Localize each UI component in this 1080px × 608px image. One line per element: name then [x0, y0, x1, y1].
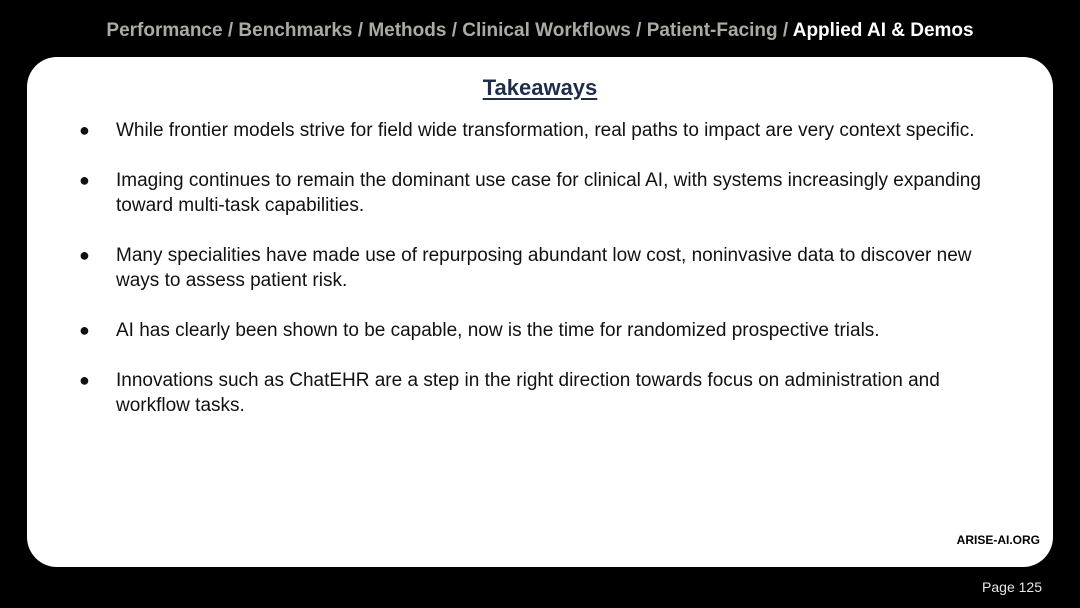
breadcrumb-item-benchmarks[interactable]: Benchmarks — [238, 20, 353, 41]
slide-title: Takeaways — [482, 75, 598, 100]
list-item — [27, 168, 1053, 218]
bullet-text: Imaging continues to remain the dominant use case for clinical AI, with systems increasingly expanding toward multi-task capabilities. — [116, 170, 981, 216]
takeaways-list — [27, 118, 1053, 443]
breadcrumb-separator: / — [636, 20, 647, 41]
breadcrumb-item-patient-facing[interactable]: Patient-Facing — [646, 20, 778, 41]
breadcrumb-item-clinical-workflows[interactable]: Clinical Workflows — [462, 20, 631, 41]
bullet-icon: ● — [79, 370, 90, 390]
list-item — [27, 243, 1053, 293]
footer-brand: ARISE-AI.ORG — [956, 533, 1040, 547]
breadcrumb-separator: / — [782, 20, 793, 41]
bullet-text: AI has clearly been shown to be capable, now is the time for randomized prospective trials. — [116, 320, 880, 341]
bullet-text: Many specialities have made use of repurposing abundant low cost, noninvasive data to discover new ways to assess patient risk. — [116, 245, 972, 291]
breadcrumb-separator: / — [227, 20, 239, 41]
breadcrumb-item-methods[interactable]: Methods — [368, 20, 447, 41]
breadcrumb — [0, 20, 1080, 42]
breadcrumb-item-performance[interactable]: Performance — [106, 20, 223, 41]
bullet-icon: ● — [79, 245, 90, 265]
slide-card — [27, 57, 1053, 567]
bullet-icon: ● — [79, 120, 90, 140]
bullet-icon: ● — [79, 320, 90, 340]
breadcrumb-item-current[interactable]: Applied AI & Demos — [792, 20, 974, 41]
list-item — [27, 318, 1053, 343]
breadcrumb-separator: / — [451, 20, 463, 41]
page-number: Page 125 — [982, 579, 1042, 595]
bullet-text: While frontier models strive for field wide transformation, real paths to impact are very context specific. — [116, 120, 975, 141]
list-item — [27, 118, 1053, 143]
bullet-icon: ● — [79, 170, 90, 190]
bullet-text: Innovations such as ChatEHR are a step in the right direction towards focus on administration and workflow tasks. — [116, 370, 940, 416]
breadcrumb-separator: / — [357, 20, 369, 41]
list-item — [27, 368, 1053, 418]
